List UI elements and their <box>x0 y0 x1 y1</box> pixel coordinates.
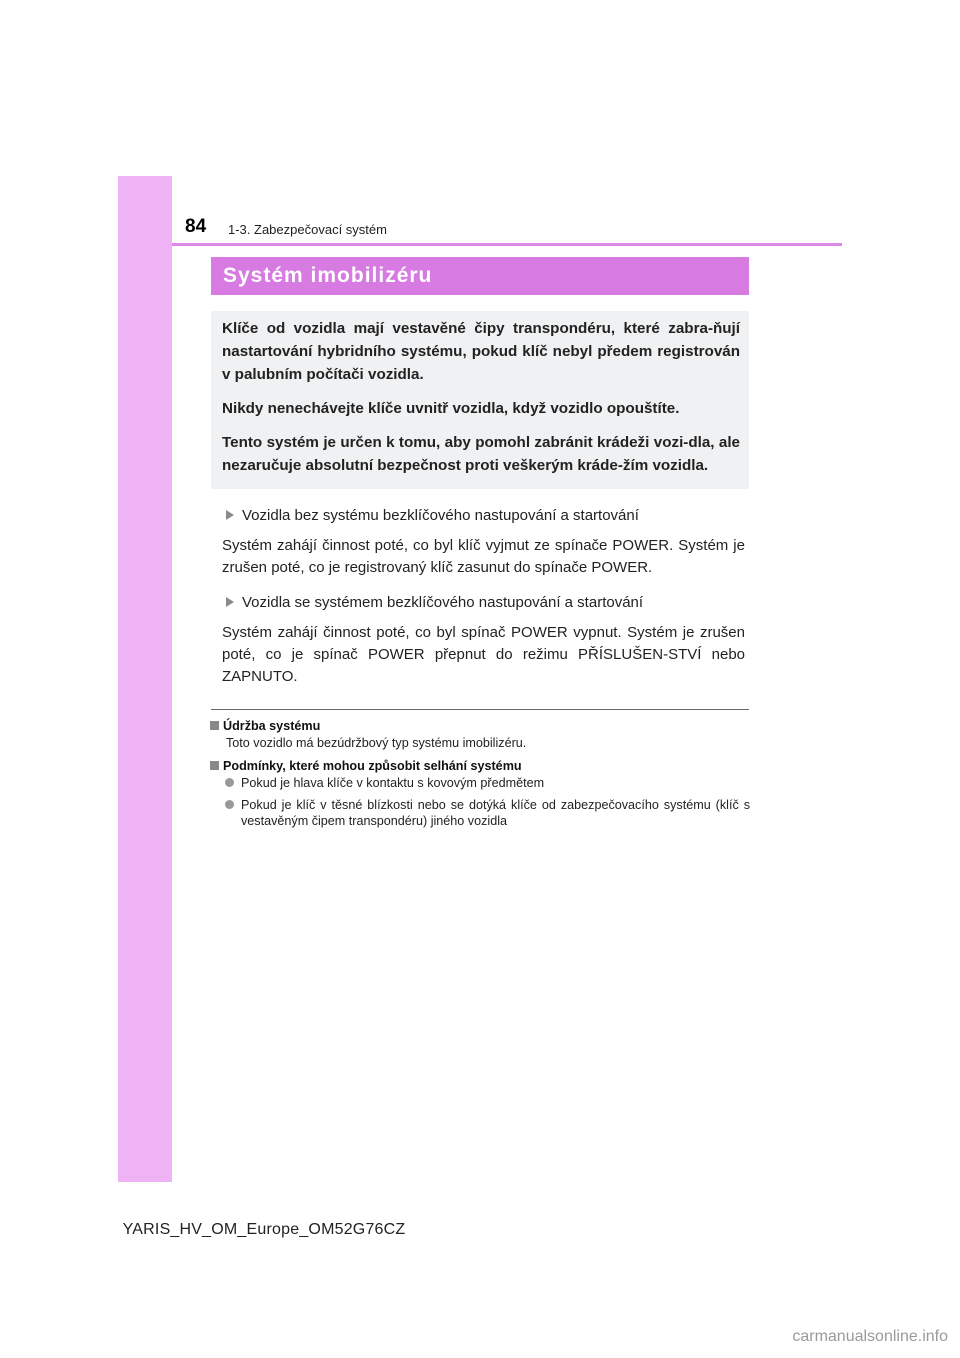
triangle-bullet-icon <box>226 597 234 607</box>
body-text <box>222 505 745 701</box>
watermark: carmanualsonline.info <box>792 1328 948 1345</box>
notes-divider <box>211 709 749 710</box>
triangle-bullet-icon <box>226 510 234 520</box>
list-item <box>210 797 750 829</box>
bullet-heading-label: Vozidla se systémem bezklíčového nastupování a startování <box>242 594 644 611</box>
list-item-text: Pokud je klíč v těsné blízkosti nebo se dotýká klíče od zabezpečovacího systému (klíč s vestavěným čipem transpondéru) jiného vozidla <box>241 798 750 828</box>
note-heading-label: Podmínky, které mohou způsobit selhání systému <box>223 759 522 773</box>
document-footer <box>0 1221 960 1239</box>
bullet-paragraph: Systém zahájí činnost poté, co byl klíč vyjmut ze spínače POWER. Systém je zrušen poté, co je registrovaný klíč zasunut do spínače POWER. <box>222 537 745 576</box>
bullet-paragraph: Systém zahájí činnost poté, co byl spínač POWER vypnut. Systém je zrušen poté, co je spínač POWER přepnut do režimu PŘÍSLUŠEN-STVÍ nebo ZAPNUTO. <box>222 624 745 685</box>
note-heading-label: Údržba systému <box>223 719 321 733</box>
note-text: Toto vozidlo má bezúdržbový typ systému imobilizéru. <box>226 736 527 750</box>
page-number: 84 <box>185 216 207 237</box>
square-bullet-icon <box>210 761 219 770</box>
circle-bullet-icon <box>225 778 234 787</box>
list-item-text: Pokud je hlava klíče v kontaktu s kovovým předmětem <box>241 776 545 790</box>
section-title: Systém imobilizéru <box>223 264 433 287</box>
intro-paragraph: Klíče od vozidla mají vestavěné čipy transpondéru, které zabra-ňují nastartování hybridního systému, pokud klíč nebyl předem registrován v palubním počítači vozidla. <box>222 320 740 383</box>
section-reference: 1-3. Zabezpečovací systém <box>228 222 387 237</box>
intro-paragraph: Tento systém je určen k tomu, aby pomohl zabránit krádeži vozi-dla, ale nezaručuje absolutní bezpečnost proti veškerým kráde-žím vozidla. <box>222 434 740 474</box>
note-heading <box>210 758 750 775</box>
bullet-heading-label: Vozidla bez systému bezklíčového nastupování a startování <box>242 507 639 524</box>
note-heading <box>210 718 750 735</box>
bullet-heading <box>222 592 745 614</box>
header-divider <box>172 243 842 246</box>
intro-box <box>211 311 749 489</box>
bullet-heading <box>222 505 745 527</box>
section-title-bar <box>211 257 749 295</box>
circle-bullet-icon <box>225 800 234 809</box>
square-bullet-icon <box>210 721 219 730</box>
intro-paragraph: Nikdy nenechávejte klíče uvnitř vozidla, když vozidlo opouštíte. <box>222 400 680 417</box>
list-item <box>210 775 750 791</box>
footer-code: YARIS_HV_OM_Europe_OM52G76CZ <box>122 1221 406 1238</box>
chapter-sidebar-tab <box>118 176 172 1182</box>
notes-section <box>210 718 750 835</box>
